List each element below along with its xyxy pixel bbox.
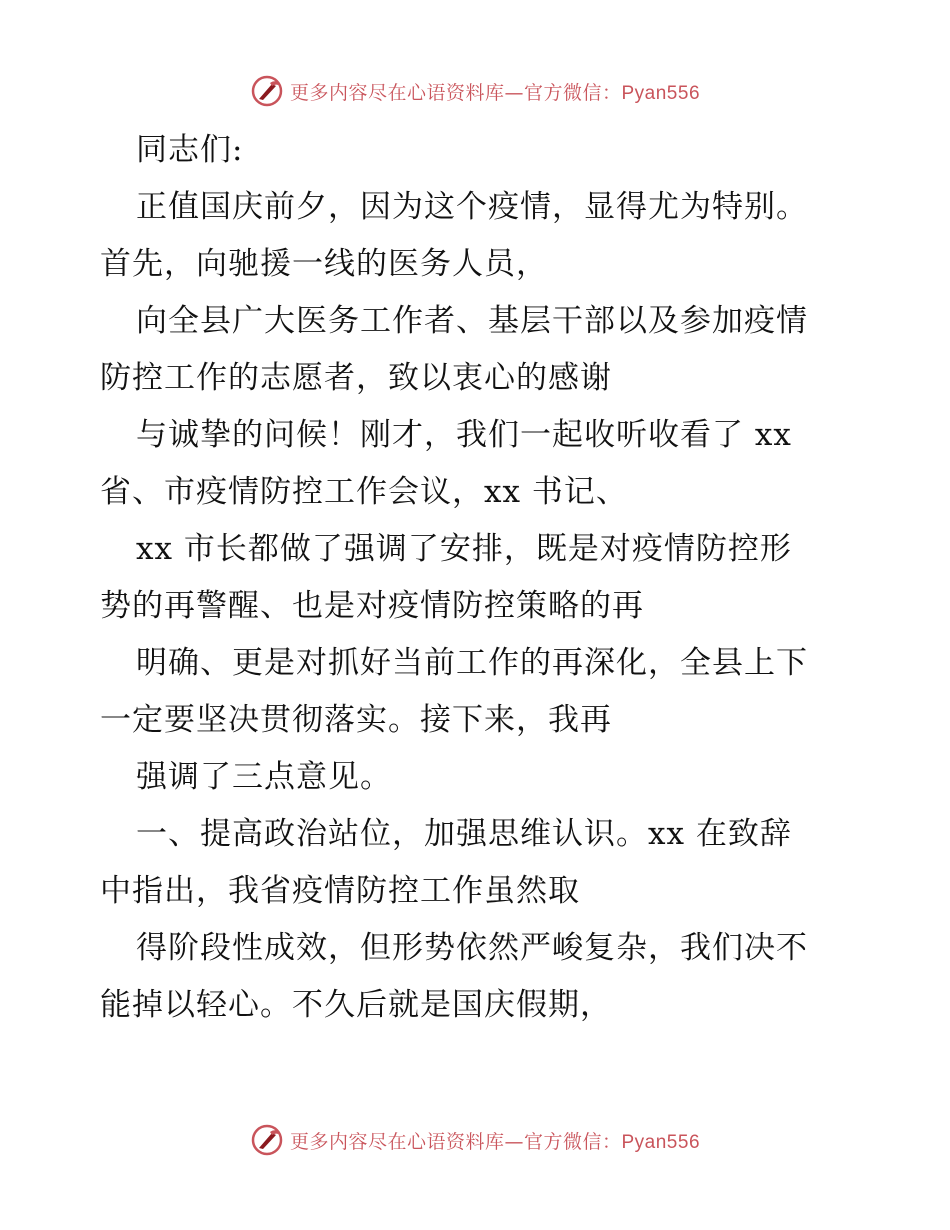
quill-logo-icon <box>250 74 284 108</box>
document-line: 同志们: <box>136 132 244 168</box>
document-line: 得阶段性成效，但形势依然严峻复杂，我们决不 <box>136 930 808 966</box>
document-line: 省、市疫情防控工作会议，xx 书记、 <box>100 474 628 510</box>
document-line: 一、提高政治站位，加强思维认识。xx 在致辞 <box>136 816 792 852</box>
banner-wechat-id: Pyan556 <box>621 1131 701 1153</box>
banner-slogan: 更多内容尽在心语资料库 <box>289 1130 505 1153</box>
banner-wechat-label: 官方微信： <box>523 1130 622 1153</box>
document-line: 向全县广大医务工作者、基层干部以及参加疫情 <box>136 303 808 339</box>
document-line: 首先，向驰援一线的医务人员， <box>100 246 548 282</box>
banner-dash: — <box>504 81 524 104</box>
document-line: 防控工作的志愿者，致以衷心的感谢 <box>100 360 612 396</box>
banner-slogan: 更多内容尽在心语资料库 <box>289 81 505 104</box>
quill-logo-icon <box>250 1123 284 1157</box>
banner-wechat-label: 官方微信： <box>523 81 622 104</box>
document-line: 与诚挚的问候！刚才，我们一起收听收看了 xx <box>136 417 792 453</box>
document-line: 强调了三点意见。 <box>136 759 392 795</box>
document-line: xx 市长都做了强调了安排，既是对疫情防控形 <box>136 531 792 567</box>
header-banner <box>0 71 950 111</box>
banner-dash: — <box>504 1130 524 1153</box>
document-line: 正值国庆前夕，因为这个疫情，显得尤为特别。 <box>136 189 808 225</box>
document-line: 势的再警醒、也是对疫情防控策略的再 <box>100 588 644 624</box>
banner-wechat-id: Pyan556 <box>621 82 701 104</box>
document-line: 明确、更是对抓好当前工作的再深化，全县上下 <box>136 645 808 681</box>
document-line: 一定要坚决贯彻落实。接下来，我再 <box>100 702 612 738</box>
document-line: 中指出，我省疫情防控工作虽然取 <box>100 873 580 909</box>
document-line: 能掉以轻心。不久后就是国庆假期， <box>100 987 612 1023</box>
footer-banner <box>0 1120 950 1160</box>
document-body <box>100 122 860 1034</box>
